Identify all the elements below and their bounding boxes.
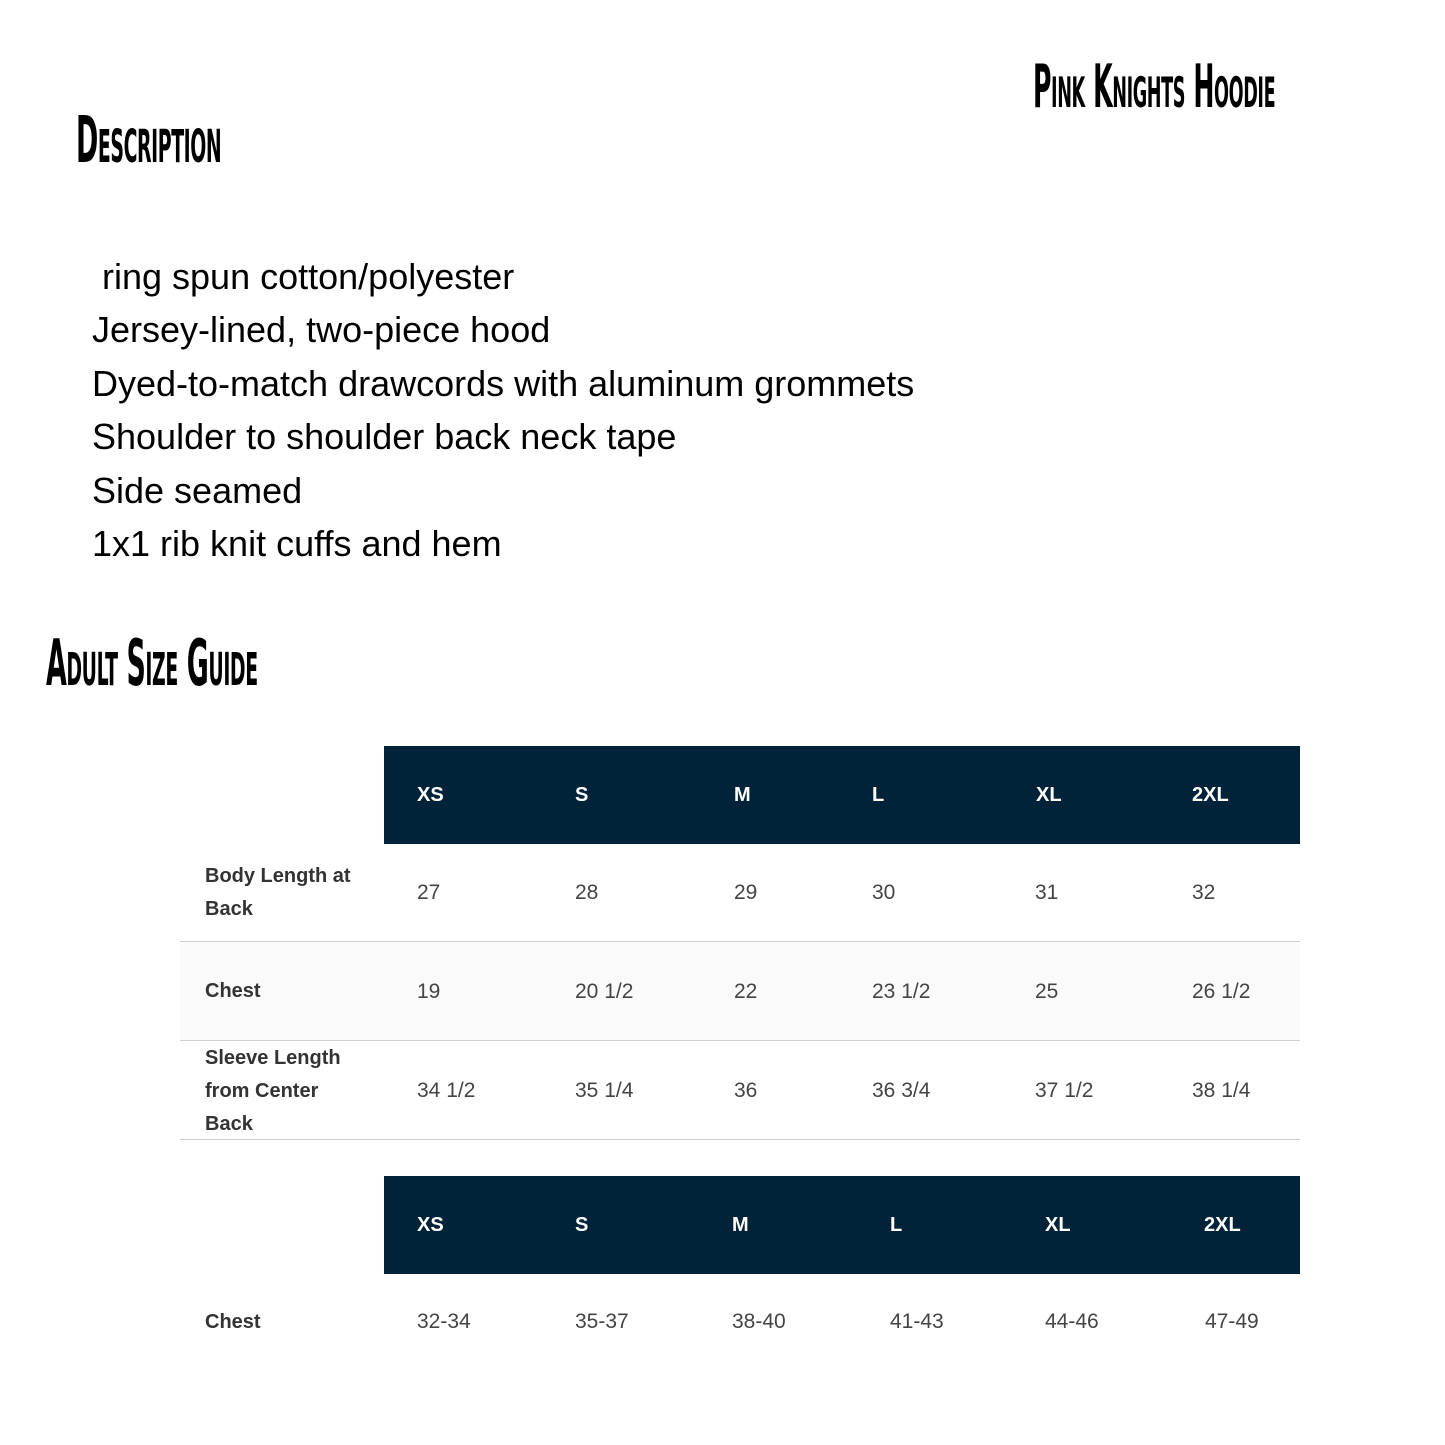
row-divider: [180, 1040, 1300, 1041]
table-cell: 32-34: [417, 1310, 471, 1333]
product-title: Pink Knights Hoodie: [1033, 52, 1276, 122]
size-header-m: M: [732, 1214, 749, 1236]
table-cell: 22: [734, 980, 758, 1003]
table-cell: 44-46: [1045, 1310, 1099, 1333]
size-header-xs: XS: [417, 784, 444, 806]
size-guide-heading: Adult Size Guide: [46, 627, 258, 701]
table-cell: 34 1/2: [417, 1079, 476, 1102]
size-header-xs: XS: [417, 1214, 444, 1236]
size-header-row: [384, 746, 1300, 844]
table-cell: 30: [872, 881, 896, 904]
description-heading: Description: [76, 104, 222, 178]
description-item: 1x1 rib knit cuffs and hem: [92, 522, 502, 564]
description-item: Side seamed: [92, 469, 303, 511]
size-header-xl: XL: [1036, 784, 1062, 806]
description-item: ring spun cotton/polyester: [92, 256, 515, 297]
table-cell: 28: [575, 881, 599, 904]
table-cell: 23 1/2: [872, 980, 931, 1003]
table-cell: 25: [1035, 980, 1059, 1003]
size-header-m: M: [734, 784, 751, 806]
row-divider: [180, 1139, 1300, 1140]
row-label-chest: Chest: [205, 980, 261, 1002]
table-cell: 31: [1035, 881, 1059, 904]
table-cell: 41-43: [890, 1310, 944, 1333]
table-cell: 27: [417, 881, 441, 904]
table-cell: 20 1/2: [575, 980, 634, 1003]
row-label-body-length: Body Length at Back: [205, 865, 351, 920]
table-cell: 38 1/4: [1192, 1079, 1251, 1102]
table-cell: 32: [1192, 881, 1216, 904]
size-header-xl: XL: [1045, 1214, 1071, 1236]
table-cell: 35-37: [575, 1310, 629, 1333]
table-cell: 19: [417, 980, 441, 1003]
size-header-l: L: [872, 784, 885, 806]
size-header-l: L: [890, 1214, 903, 1236]
table-cell: 26 1/2: [1192, 980, 1251, 1003]
description-item: Jersey-lined, two-piece hood: [92, 309, 551, 351]
table-cell: 36: [734, 1079, 758, 1102]
table-cell: 36 3/4: [872, 1079, 931, 1102]
row-label-chest: Chest: [205, 1311, 261, 1333]
table-cell: 29: [734, 881, 758, 904]
description-item: Dyed-to-match drawcords with aluminum grommets: [92, 362, 915, 404]
table-cell: 35 1/4: [575, 1079, 634, 1102]
size-header-2xl: 2XL: [1204, 1214, 1241, 1236]
size-header-2xl: 2XL: [1192, 784, 1229, 806]
size-header-s: S: [575, 1214, 589, 1236]
description-list: [92, 250, 914, 570]
table-cell: 38-40: [732, 1310, 786, 1333]
row-divider: [180, 941, 1300, 942]
table-cell: 47-49: [1205, 1310, 1259, 1333]
table-cell: 37 1/2: [1035, 1079, 1094, 1102]
size-header-s: S: [575, 784, 589, 806]
row-label-sleeve-length: Sleeve Length from Center Back: [205, 1047, 341, 1135]
size-header-row: [384, 1176, 1300, 1274]
description-item: Shoulder to shoulder back neck tape: [92, 416, 677, 458]
